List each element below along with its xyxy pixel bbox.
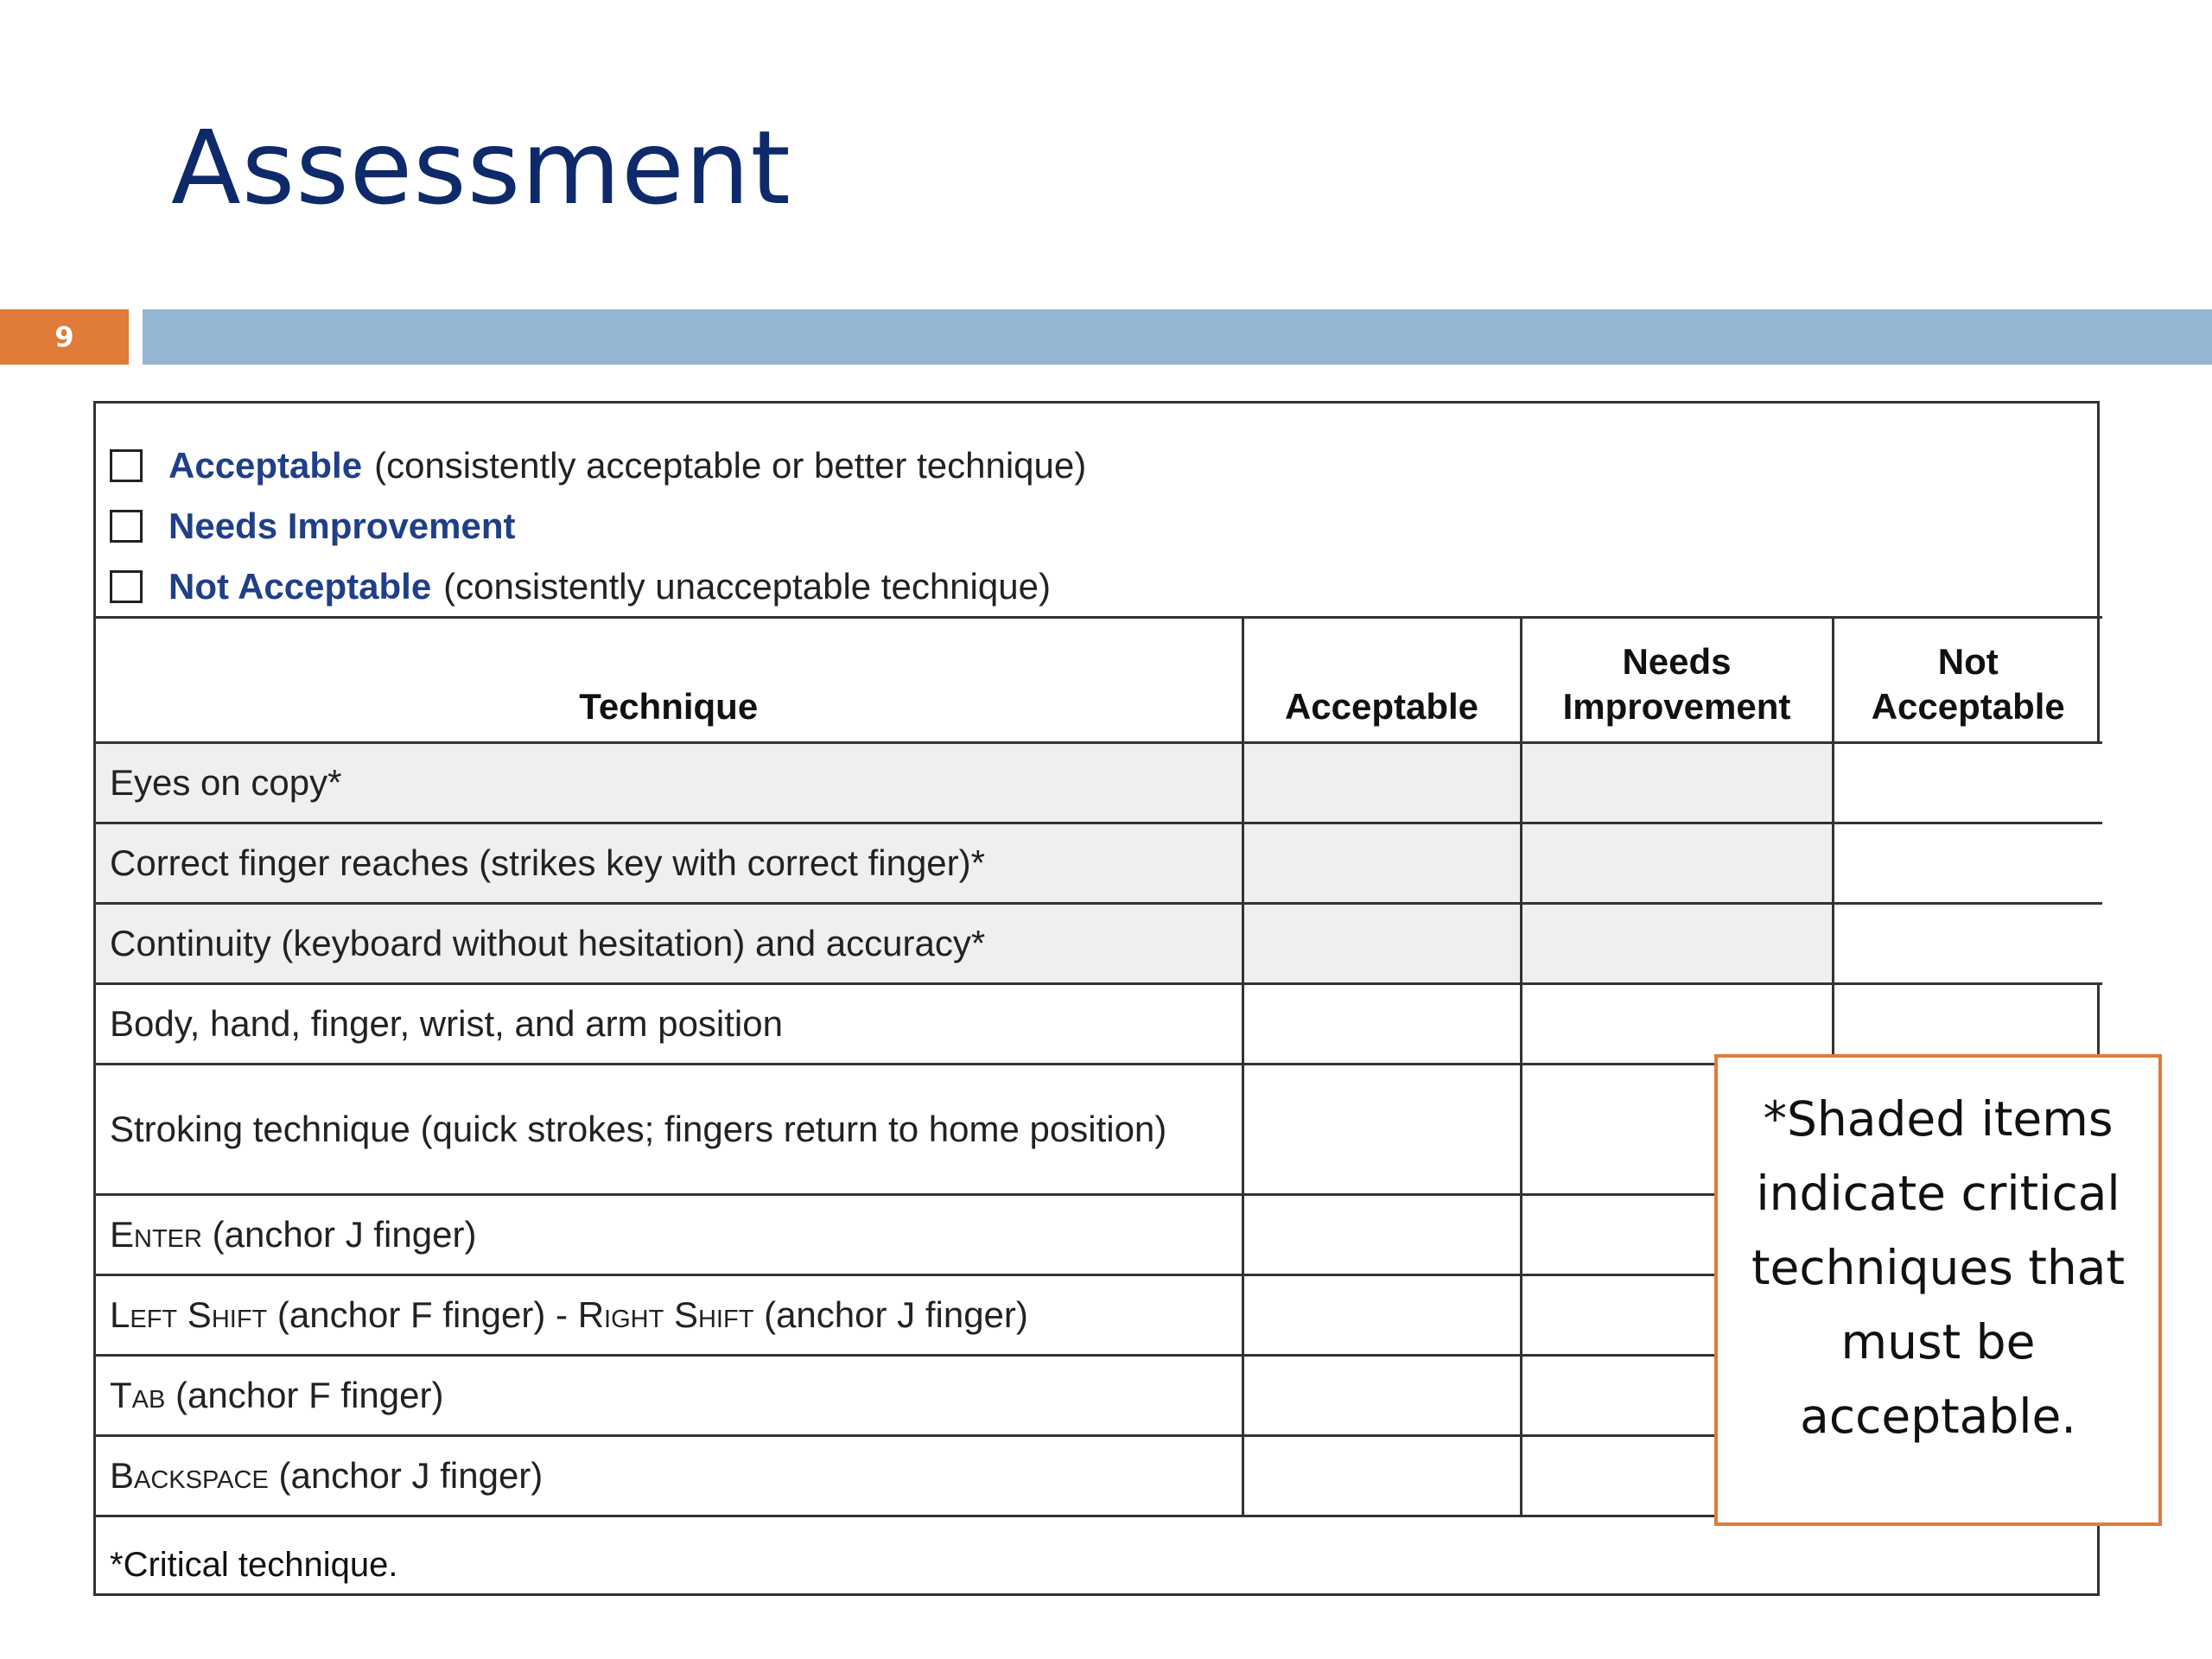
rating-cell-acceptable[interactable]	[1243, 1356, 1521, 1436]
callout-line: indicate critical	[1756, 1166, 2120, 1221]
rating-cell-acceptable[interactable]	[1243, 904, 1521, 984]
rating-cell-acceptable[interactable]	[1243, 1436, 1521, 1516]
legend-key: Needs Improvement	[168, 505, 516, 546]
callout-line: must be	[1840, 1314, 2036, 1370]
technique-cell: Body, hand, finger, wrist, and arm position	[96, 984, 1243, 1065]
legend-key: Not Acceptable	[168, 566, 432, 607]
key-name: Backspace	[110, 1455, 269, 1496]
rating-cell-needs-improvement[interactable]	[1521, 904, 1833, 984]
technique-cell: Correct finger reaches (strikes key with correct finger)*	[96, 823, 1243, 904]
table-row	[96, 984, 2102, 1065]
header-not-acceptable	[1833, 618, 2102, 743]
title-accent-bar	[143, 309, 2212, 365]
table-row	[96, 743, 2102, 823]
header-technique: Technique	[96, 618, 1243, 743]
rating-cell-acceptable[interactable]	[1243, 1065, 1521, 1195]
rating-cell-needs-improvement[interactable]	[1521, 984, 1833, 1065]
callout-line: acceptable.	[1800, 1389, 2076, 1444]
technique-rest: (anchor F finger) -	[267, 1294, 578, 1335]
checkbox-needs-improvement[interactable]	[110, 510, 143, 543]
key-name: Tab	[110, 1375, 166, 1415]
technique-cell: Stroking technique (quick strokes; fingers return to home position)	[96, 1065, 1243, 1195]
checkbox-not-acceptable[interactable]	[110, 570, 143, 603]
header-acceptable: Acceptable	[1243, 618, 1521, 743]
technique-cell: Continuity (keyboard without hesitation) and accuracy*	[96, 904, 1243, 984]
technique-cell	[96, 1195, 1243, 1275]
rating-cell-acceptable[interactable]	[1243, 823, 1521, 904]
table-row	[96, 823, 2102, 904]
legend-desc: (consistently acceptable or better technique)	[374, 445, 1087, 486]
table-row	[96, 904, 2102, 984]
legend-key: Acceptable	[168, 445, 363, 486]
legend-item-acceptable	[110, 440, 1086, 492]
rating-cell-needs-improvement[interactable]	[1521, 743, 1833, 823]
technique-rest: (anchor J finger)	[753, 1294, 1028, 1335]
slide-title: Assessment	[171, 108, 791, 227]
header-needs-improvement	[1521, 618, 1833, 743]
technique-cell	[96, 1356, 1243, 1436]
callout-line: techniques that	[1751, 1240, 2126, 1295]
technique-cell: Eyes on copy*	[96, 743, 1243, 823]
rating-cell-acceptable[interactable]	[1243, 984, 1521, 1065]
checkbox-acceptable[interactable]	[110, 449, 143, 482]
legend-desc: (consistently unacceptable technique)	[443, 566, 1051, 607]
technique-cell	[96, 1436, 1243, 1516]
header-line: Acceptable	[1871, 686, 2065, 727]
key-name: Enter	[110, 1214, 202, 1255]
rating-legend	[96, 404, 2097, 618]
rating-cell-needs-improvement[interactable]	[1521, 823, 1833, 904]
technique-rest: (anchor F finger)	[165, 1375, 444, 1415]
rating-cell-not-acceptable[interactable]	[1833, 823, 2102, 904]
slide-number: 9	[0, 309, 129, 365]
rating-cell-acceptable[interactable]	[1243, 1275, 1521, 1356]
rating-cell-acceptable[interactable]	[1243, 1195, 1521, 1275]
header-line: Needs	[1622, 641, 1732, 682]
header-line: Improvement	[1562, 686, 1791, 727]
technique-rest: (anchor J finger)	[201, 1214, 477, 1255]
technique-rest: (anchor J finger)	[268, 1455, 543, 1496]
technique-cell	[96, 1275, 1243, 1356]
table-header-row	[96, 618, 2102, 743]
table-footnote: *Critical technique.	[110, 1545, 398, 1584]
rating-cell-acceptable[interactable]	[1243, 743, 1521, 823]
rating-cell-not-acceptable[interactable]	[1833, 984, 2102, 1065]
legend-item-needs-improvement	[110, 500, 527, 552]
shaded-items-callout	[1714, 1054, 2162, 1526]
key-name: Right Shift	[577, 1294, 754, 1335]
header-line: Not	[1937, 641, 1999, 682]
key-name: Left Shift	[110, 1294, 268, 1335]
legend-item-not-acceptable	[110, 561, 1051, 613]
callout-line: *Shaded items	[1763, 1091, 2113, 1147]
rating-cell-not-acceptable[interactable]	[1833, 743, 2102, 823]
rating-cell-not-acceptable[interactable]	[1833, 904, 2102, 984]
